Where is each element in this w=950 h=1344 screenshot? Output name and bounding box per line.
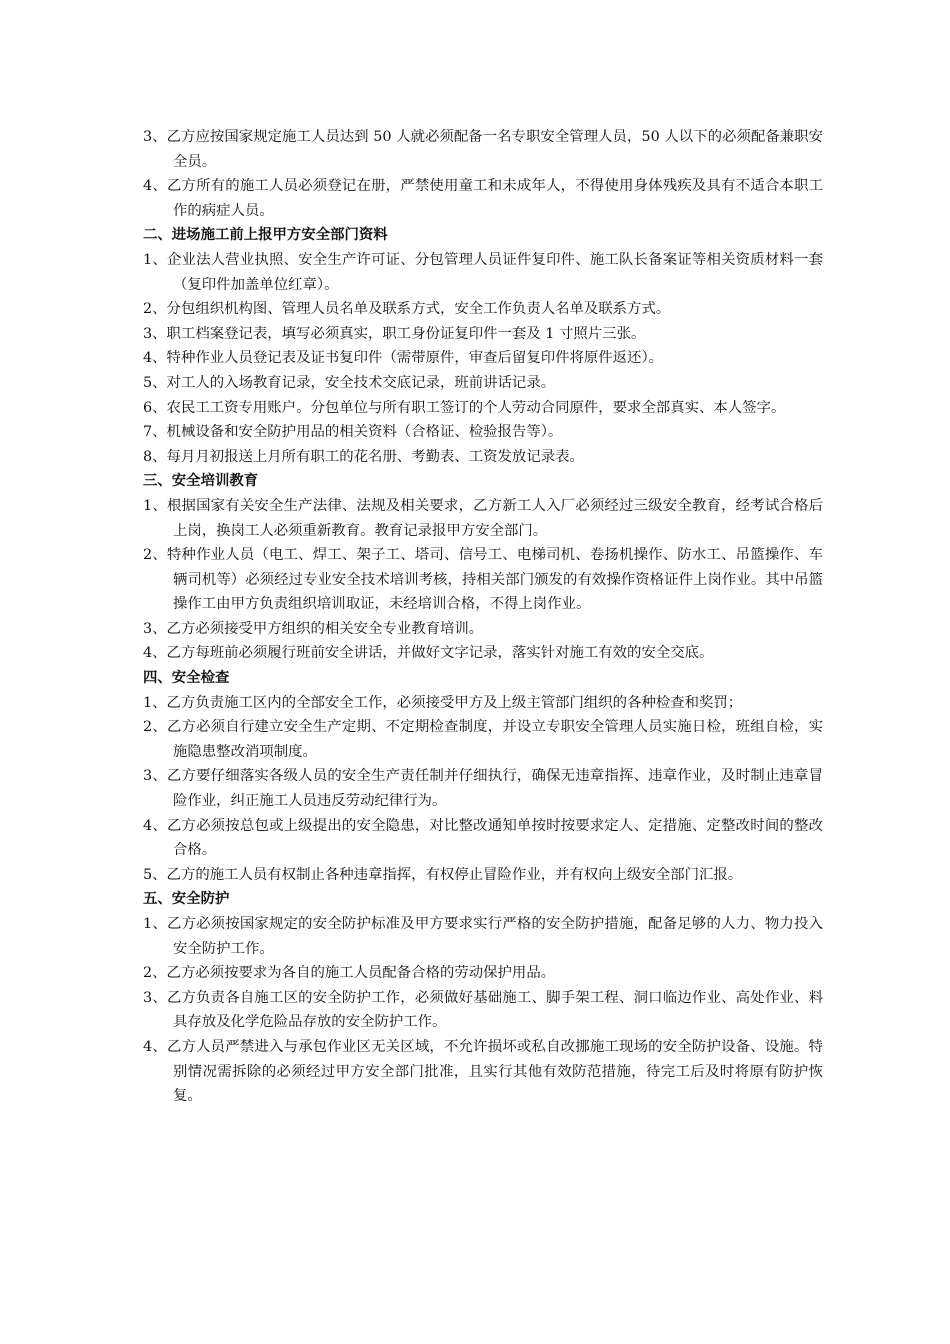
list-item <box>143 494 823 543</box>
list-item <box>143 715 823 764</box>
list-item-text: 乙方必须接受甲方组织的相关安全专业教育培训。 <box>166 620 484 637</box>
list-item <box>143 174 823 223</box>
list-item-number: 2、 <box>143 719 167 736</box>
list-item-text: 根据国家有关安全生产法律、法规及相关要求，乙方新工人入厂必须经过三级安全教育，经考试合格后上岗，换岗工人必须重新教育。教育记录报甲方安全部门。 <box>166 497 823 539</box>
list-item-number: 3、 <box>143 768 167 785</box>
list-item-text: 企业法人营业执照、安全生产许可证、分包管理人员证件复印件、施工队长备案证等相关资质材料一套（复印件加盖单位红章）。 <box>166 251 823 293</box>
section-heading: 三、安全培训教育 <box>143 473 259 490</box>
list-item-text: 分包组织机构图、管理人员名单及联系方式，安全工作负责人名单及联系方式。 <box>166 301 671 318</box>
list-item <box>143 297 823 322</box>
list-item <box>143 445 823 470</box>
list-item-text: 乙方要仔细落实各级人员的安全生产责任制并仔细执行，确保无违章指挥、违章作业，及时制止违章冒险作业，纠正施工人员违反劳动纪律行为。 <box>166 768 823 810</box>
list-item-text: 乙方必须按要求为各自的施工人员配备合格的劳动保护用品。 <box>166 965 556 982</box>
list-item <box>143 617 823 642</box>
list-item <box>143 641 823 666</box>
list-item-text: 乙方的施工人员有权制止各种违章指挥，有权停止冒险作业，并有权向上级安全部门汇报。 <box>166 866 743 883</box>
list-item-text: 职工档案登记表，填写必须真实，职工身份证复印件一套及 1 寸照片三张。 <box>166 325 646 342</box>
list-item-text: 乙方负责各自施工区的安全防护工作，必须做好基础施工、脚手架工程、洞口临边作业、高处作业、料具存放及化学危险品存放的安全防护工作。 <box>166 989 823 1031</box>
list-item-text: 农民工工资专用账户。分包单位与所有职工签订的个人劳动合同原件，要求全部真实、本人签字。 <box>166 399 786 416</box>
list-item <box>143 764 823 813</box>
document-page <box>143 125 823 1109</box>
list-item-number: 3、 <box>143 620 167 637</box>
list-item <box>143 986 823 1035</box>
list-item <box>143 961 823 986</box>
list-item-number: 2、 <box>143 301 167 318</box>
list-item <box>143 125 823 174</box>
list-item-number: 5、 <box>143 866 167 883</box>
list-item-number: 8、 <box>143 448 167 465</box>
list-item-number: 4、 <box>143 350 167 367</box>
list-item <box>143 543 823 617</box>
list-item <box>143 1035 823 1109</box>
list-item-text: 机械设备和安全防护用品的相关资料（合格证、检验报告等）。 <box>166 424 563 441</box>
list-item-text: 乙方所有的施工人员必须登记在册，严禁使用童工和未成年人，不得使用身体残疾及具有不适合本职工作的病症人员。 <box>166 178 823 219</box>
list-item-text: 特种作业人员（电工、焊工、架子工、塔司、信号工、电梯司机、卷扬机操作、防水工、吊篮操作、车辆司机等）必须经过专业安全技术培训考核，持相关部门颁发的有效操作资格证件上岗作业。其中吊篮操作工由甲方负责组织培训取证，未经培训合格，不得上岗作业。 <box>166 547 823 613</box>
list-item <box>143 346 823 371</box>
section-heading: 五、安全防护 <box>143 891 230 908</box>
list-item <box>143 691 823 716</box>
list-item-number: 1、 <box>143 916 167 932</box>
list-item-number: 5、 <box>143 374 167 391</box>
list-item-number: 7、 <box>143 424 167 441</box>
list-item-text: 乙方应按国家规定施工人员达到 50 人就必须配备一名专职安全管理人员，50 人以下的必须配备兼职安全员。 <box>166 129 823 170</box>
list-item-number: 1、 <box>143 497 167 514</box>
section-heading: 二、进场施工前上报甲方安全部门资料 <box>143 227 388 244</box>
list-item-number: 4、 <box>143 645 167 662</box>
list-item <box>143 814 823 863</box>
list-item <box>143 396 823 421</box>
list-item-number: 3、 <box>143 989 167 1006</box>
list-item-number: 6、 <box>143 399 167 416</box>
section-heading: 四、安全检查 <box>143 670 230 687</box>
list-item <box>143 322 823 347</box>
list-item <box>143 371 823 396</box>
list-item <box>143 863 823 888</box>
list-item <box>143 912 823 961</box>
list-item-number: 4、 <box>143 178 167 195</box>
list-item-text: 乙方必须自行建立安全生产定期、不定期检查制度，并设立专职安全管理人员实施日检，班组自检，实施隐患整改消项制度。 <box>166 719 823 760</box>
list-item-text: 乙方负责施工区内的全部安全工作，必须接受甲方及上级主管部门组织的各种检查和奖罚； <box>166 694 743 711</box>
list-item-number: 2、 <box>143 547 167 564</box>
list-item-text: 每月月初报送上月所有职工的花名册、考勤表、工资发放记录表。 <box>166 448 584 465</box>
list-item-number: 3、 <box>143 129 167 145</box>
list-item-text: 乙方必须按国家规定的安全防护标准及甲方要求实行严格的安全防护措施，配备足够的人力、物力投入安全防护工作。 <box>166 916 823 957</box>
list-item-text: 特种作业人员登记表及证书复印件（需带原件，审查后留复印件将原件返还）。 <box>166 350 664 367</box>
list-item-number: 1、 <box>143 251 167 268</box>
list-item-number: 4、 <box>143 817 167 834</box>
list-item-text: 乙方必须按总包或上级提出的安全隐患，对比整改通知单按时按要求定人、定措施、定整改时间的整改合格。 <box>166 817 823 859</box>
list-item-number: 2、 <box>143 965 167 982</box>
list-item <box>143 420 823 445</box>
list-item-text: 对工人的入场教育记录，安全技术交底记录，班前讲话记录。 <box>166 374 556 391</box>
list-item-number: 1、 <box>143 694 167 711</box>
list-item-number: 4、 <box>143 1038 167 1055</box>
list-item-number: 3、 <box>143 325 167 342</box>
list-item-text: 乙方人员严禁进入与承包作业区无关区域，不允许损坏或私自改挪施工现场的安全防护设备、设施。特别情况需拆除的必须经过甲方安全部门批准，且实行其他有效防范措施，待完工后及时将原有防护恢复。 <box>166 1038 823 1105</box>
list-item-text: 乙方每班前必须履行班前安全讲话，并做好文字记录，落实针对施工有效的安全交底。 <box>166 645 714 662</box>
list-item <box>143 248 823 297</box>
